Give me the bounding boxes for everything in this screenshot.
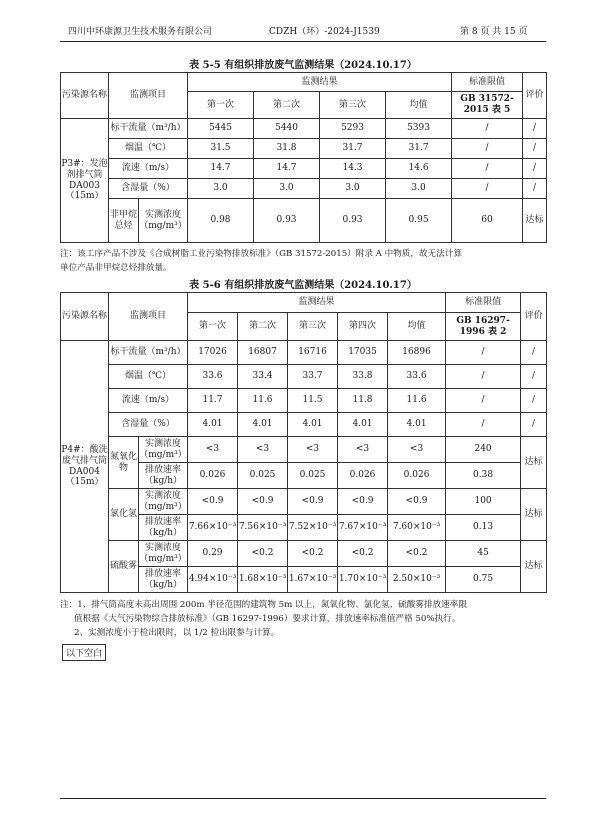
cell: / xyxy=(446,341,521,365)
run-2: 第二次 xyxy=(238,313,288,341)
run-2: 第二次 xyxy=(254,92,320,119)
col-item: 监测项目 xyxy=(109,73,188,119)
pollutant-h2so4: 硫酸雾 xyxy=(109,541,139,593)
exponent: ×10⁻³ xyxy=(412,574,441,585)
end-of-content-mark: 以下空白 xyxy=(62,644,106,661)
cell: 31.8 xyxy=(254,139,320,159)
cell: <0.9 xyxy=(388,489,446,515)
cell: 0.98 xyxy=(188,199,254,243)
cell: 达标 xyxy=(521,437,547,489)
cell: 240 xyxy=(446,437,521,463)
cell: 11.6 xyxy=(388,389,446,413)
cell: / xyxy=(446,365,521,389)
cell: 0.38 xyxy=(446,463,521,489)
mantissa: 2.50 xyxy=(392,574,413,585)
page-info: 第 8 页 共 15 页 xyxy=(460,27,528,37)
table-5-6-note xyxy=(60,598,550,640)
table-5-6 xyxy=(60,292,547,593)
cell: 3.0 xyxy=(386,179,452,199)
cell: <0.9 xyxy=(338,489,388,515)
run-avg: 均值 xyxy=(386,92,452,119)
cell: / xyxy=(452,159,523,179)
cell: / xyxy=(452,119,523,139)
table-5-5-note xyxy=(60,247,550,275)
cell: 3.0 xyxy=(320,179,386,199)
cell: / xyxy=(521,365,547,389)
source-name: P3#：发泡剂排气筒 DA003（15m） xyxy=(61,119,109,243)
run-1: 第一次 xyxy=(188,92,254,119)
cell: / xyxy=(523,159,547,179)
cell: / xyxy=(521,389,547,413)
run-4: 第四次 xyxy=(338,313,388,341)
run-1: 第一次 xyxy=(188,313,238,341)
col-source: 污染源名称 xyxy=(61,293,109,341)
cell: / xyxy=(523,119,547,139)
company-name: 四川中环康源卫生技术服务有限公司 xyxy=(68,27,213,37)
row-item: 流速（m/s） xyxy=(109,159,188,179)
cell: 4.01 xyxy=(338,413,388,437)
cell: / xyxy=(521,413,547,437)
note-line: 注：该工序产品不涉及《合成树脂工业污染物排放标准》（GB 31572-2015）附录 A 中物质，故无法计算 xyxy=(60,249,462,259)
cell: <0.9 xyxy=(188,489,238,515)
cell: 0.29 xyxy=(188,541,238,567)
cell: <3 xyxy=(388,437,446,463)
col-item: 监测项目 xyxy=(109,293,188,341)
cell: 0.026 xyxy=(388,463,446,489)
col-results: 监测结果 xyxy=(188,73,452,92)
row-item: 烟温（℃） xyxy=(109,139,188,159)
exponent: ×10⁻³ xyxy=(208,522,237,533)
col-eval: 评价 xyxy=(521,293,547,341)
cell: 3.0 xyxy=(254,179,320,199)
exponent: ×10⁻³ xyxy=(308,522,337,533)
cell: 14.3 xyxy=(320,159,386,179)
cell: <0.2 xyxy=(338,541,388,567)
cell: 0.13 xyxy=(446,515,521,541)
exponent: ×10⁻³ xyxy=(358,574,387,585)
exponent: ×10⁻³ xyxy=(412,522,441,533)
cell xyxy=(388,567,446,593)
param-label: 实测浓度（mg/m³） xyxy=(139,199,188,243)
cell: 0.026 xyxy=(188,463,238,489)
cell: 达标 xyxy=(523,199,547,243)
cell: 0.93 xyxy=(320,199,386,243)
param-label: 实测浓度（mg/m³） xyxy=(139,489,188,515)
cell xyxy=(338,515,388,541)
row-item: 流速（m/s） xyxy=(109,389,188,413)
mantissa: 7.60 xyxy=(392,522,413,533)
cell: 33.6 xyxy=(388,365,446,389)
cell: 0.93 xyxy=(254,199,320,243)
pollutant-hcl: 氯化氢 xyxy=(109,489,139,541)
cell xyxy=(288,515,338,541)
cell: / xyxy=(452,139,523,159)
cell: / xyxy=(523,139,547,159)
cell: 14.7 xyxy=(254,159,320,179)
exponent: ×10⁻³ xyxy=(258,522,287,533)
cell: 33.4 xyxy=(238,365,288,389)
table-5-5-title: 表 5-5 有组织排放废气监测结果（2024.10.17） xyxy=(189,60,417,71)
mantissa: 1.67 xyxy=(288,574,309,585)
cell: 11.5 xyxy=(288,389,338,413)
exponent: ×10⁻³ xyxy=(258,574,287,585)
cell: 11.6 xyxy=(238,389,288,413)
cell: 60 xyxy=(452,199,523,243)
cell: 14.6 xyxy=(386,159,452,179)
page-header xyxy=(60,22,546,38)
cell: 3.0 xyxy=(188,179,254,199)
cell xyxy=(188,567,238,593)
cell: 11.7 xyxy=(188,389,238,413)
cell: <3 xyxy=(238,437,288,463)
cell: 4.01 xyxy=(238,413,288,437)
exponent: ×10⁻³ xyxy=(208,574,237,585)
cell: <0.2 xyxy=(388,541,446,567)
cell xyxy=(288,567,338,593)
col-standard: 标准限值 xyxy=(446,293,521,313)
cell xyxy=(338,567,388,593)
row-item: 含湿量（%） xyxy=(109,179,188,199)
cell: 31.7 xyxy=(320,139,386,159)
mantissa: 4.94 xyxy=(188,574,209,585)
cell: 16807 xyxy=(238,341,288,365)
run-avg: 均值 xyxy=(388,313,446,341)
table-5-5 xyxy=(60,72,547,243)
mantissa: 7.67 xyxy=(338,522,359,533)
cell xyxy=(188,515,238,541)
report-number: CDZH（环）-2024-J1539 xyxy=(269,27,380,37)
note-line: 注：1、排气筒高度未高出周围 200m 半径范围的建筑物 5m 以上，氮氧化物、氯化氢、硫酸雾排放速率限 xyxy=(60,600,467,610)
row-item: 含湿量（%） xyxy=(109,413,188,437)
cell: 33.7 xyxy=(288,365,338,389)
cell: 0.025 xyxy=(238,463,288,489)
cell: 11.8 xyxy=(338,389,388,413)
cell: 45 xyxy=(446,541,521,567)
cell: 0.025 xyxy=(288,463,338,489)
source-name: P4#：酸洗废气排气筒 DA004（15m） xyxy=(61,341,109,593)
param-label: 实测浓度（mg/m³） xyxy=(139,541,188,567)
mantissa: 7.56 xyxy=(238,522,259,533)
col-standard: 标准限值 xyxy=(452,73,523,92)
table-5-6-title: 表 5-6 有组织排放废气监测结果（2024.10.17） xyxy=(189,280,417,291)
cell: <0.2 xyxy=(288,541,338,567)
cell: 5393 xyxy=(386,119,452,139)
cell: 达标 xyxy=(521,541,547,593)
cell: 31.7 xyxy=(386,139,452,159)
note-line: 2、实测浓度小于检出限时，以 1/2 检出限参与计算。 xyxy=(74,628,280,638)
cell: / xyxy=(452,179,523,199)
cell: 0.95 xyxy=(386,199,452,243)
cell: 5440 xyxy=(254,119,320,139)
cell: 5293 xyxy=(320,119,386,139)
exponent: ×10⁻³ xyxy=(358,522,387,533)
row-item: 标干流量（m³/h） xyxy=(109,341,188,365)
cell xyxy=(388,515,446,541)
header-rule xyxy=(60,41,546,42)
note-line: 单位产品非甲烷总烃排放量。 xyxy=(60,263,172,273)
cell: <3 xyxy=(188,437,238,463)
cell xyxy=(238,515,288,541)
param-label: 实测浓度（mg/m³） xyxy=(139,437,188,463)
run-3: 第三次 xyxy=(320,92,386,119)
row-item: 标干流量（m³/h） xyxy=(109,119,188,139)
pollutant-nmhc: 非甲烷总烃 xyxy=(109,199,139,243)
cell: <0.9 xyxy=(238,489,288,515)
param-label: 排放速率（kg/h） xyxy=(139,567,188,593)
cell: 4.01 xyxy=(188,413,238,437)
cell: 14.7 xyxy=(188,159,254,179)
mantissa: 7.52 xyxy=(288,522,309,533)
cell: <3 xyxy=(288,437,338,463)
cell: 0.75 xyxy=(446,567,521,593)
mantissa: 1.70 xyxy=(338,574,359,585)
run-3: 第三次 xyxy=(288,313,338,341)
cell: / xyxy=(446,413,521,437)
param-label: 排放速率（kg/h） xyxy=(139,515,188,541)
note-line: 值根据《大气污染物综合排放标准》（GB 16297-1996）要求计算，排放速率标准值严格 50%执行。 xyxy=(74,614,461,624)
row-item: 烟温（℃） xyxy=(109,365,188,389)
cell: 16896 xyxy=(388,341,446,365)
cell xyxy=(238,567,288,593)
standard-name: GB 16297-1996 表 2 xyxy=(446,313,521,341)
cell: 5445 xyxy=(188,119,254,139)
cell: 17035 xyxy=(338,341,388,365)
cell: / xyxy=(446,389,521,413)
param-label: 排放速率（kg/h） xyxy=(139,463,188,489)
cell: / xyxy=(523,179,547,199)
footer-rule xyxy=(60,798,546,799)
cell: 33.6 xyxy=(188,365,238,389)
cell: <0.2 xyxy=(238,541,288,567)
cell: 4.01 xyxy=(288,413,338,437)
col-results: 监测结果 xyxy=(188,293,446,313)
cell: <3 xyxy=(338,437,388,463)
cell: 17026 xyxy=(188,341,238,365)
cell: 31.5 xyxy=(188,139,254,159)
cell: 4.01 xyxy=(388,413,446,437)
col-eval: 评价 xyxy=(523,73,547,119)
cell: / xyxy=(521,341,547,365)
standard-name: GB 31572-2015 表 5 xyxy=(452,92,523,119)
cell: 0.026 xyxy=(338,463,388,489)
mantissa: 7.66 xyxy=(188,522,209,533)
pollutant-nox: 氮氧化物 xyxy=(109,437,139,489)
cell: 16716 xyxy=(288,341,338,365)
cell: 33.8 xyxy=(338,365,388,389)
mantissa: 1.68 xyxy=(238,574,259,585)
cell: <0.9 xyxy=(288,489,338,515)
cell: 100 xyxy=(446,489,521,515)
exponent: ×10⁻³ xyxy=(308,574,337,585)
col-source: 污染源名称 xyxy=(61,73,109,119)
cell: 达标 xyxy=(521,489,547,541)
